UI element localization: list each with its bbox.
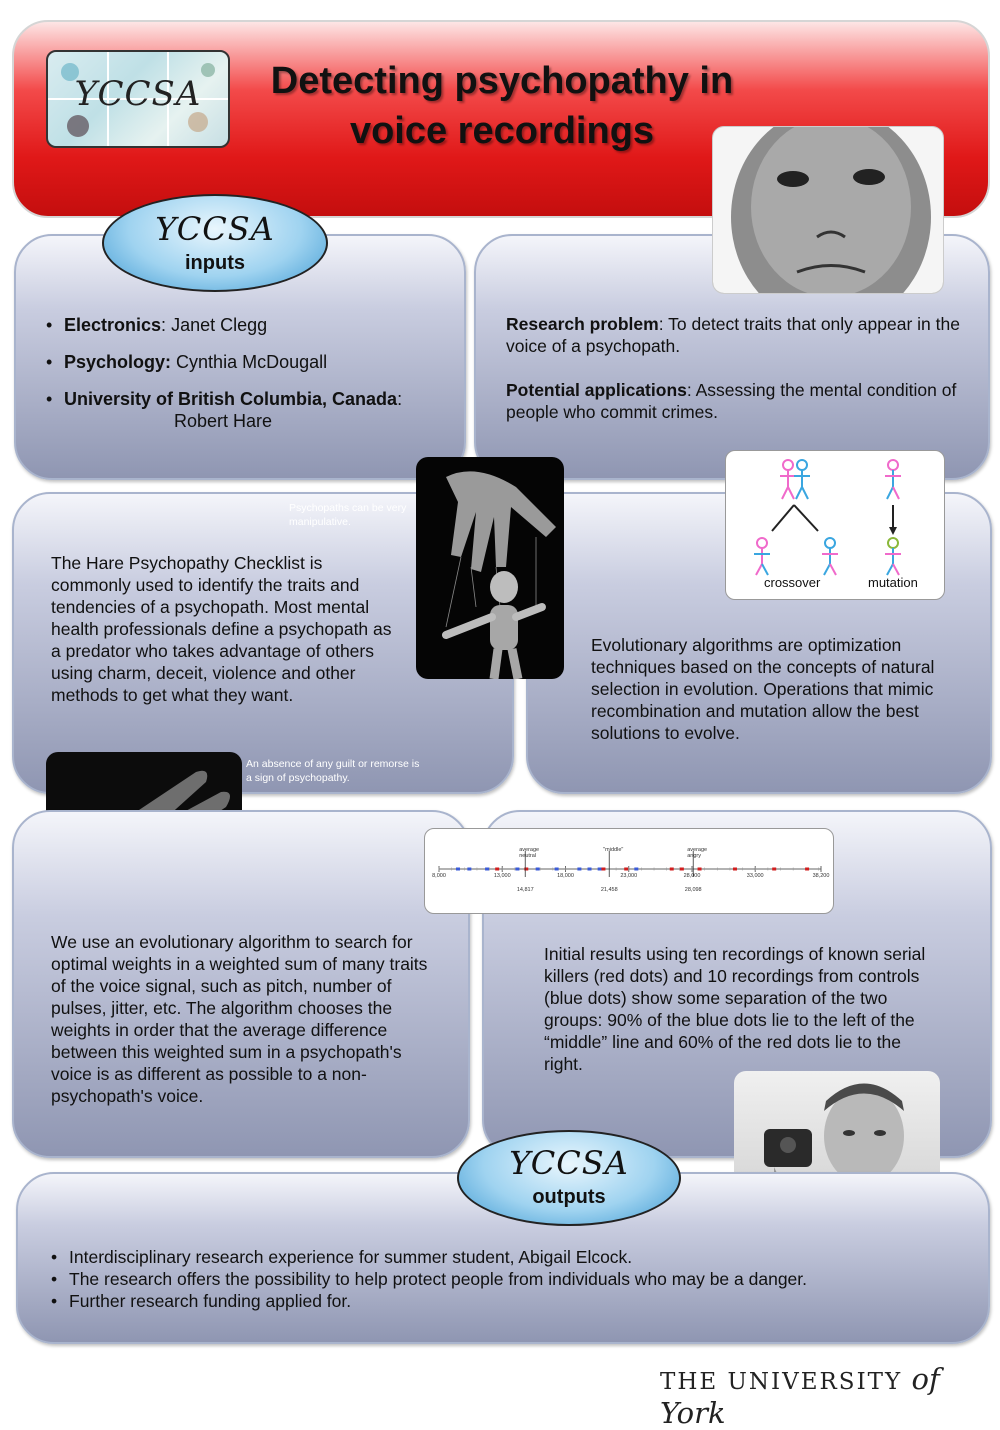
hare-text: The Hare Psychopathy Checklist is commonly used to identify the traits and tendencies of a psychopath. Most mental health professionals define a psychopath as a predator who takes advantage of others using charm, deceit, violence and other methods to get what they want.	[51, 553, 392, 705]
input-item-value: Cynthia McDougall	[176, 352, 328, 372]
marker-value-label: 28,098	[684, 887, 702, 893]
marker-label: "middle"	[603, 847, 624, 853]
outputs-list	[51, 1246, 951, 1312]
input-item-label: Psychology:	[64, 352, 172, 372]
outputs-badge	[457, 1130, 681, 1226]
puppet-photo	[416, 457, 564, 679]
input-item-label: Electronics	[64, 315, 162, 335]
blue-dot	[515, 868, 519, 871]
inputs-badge-label: inputs	[185, 252, 245, 274]
marker-value-label: 14,817	[516, 887, 534, 893]
blue-dot	[467, 868, 471, 871]
output-item: • The research offers the possibility to help protect people from individuals who may be a danger.	[51, 1268, 951, 1290]
input-item-value: Janet Clegg	[171, 315, 268, 335]
puppet-caption: Psychopaths can be very manipulative.	[289, 502, 407, 528]
inputs-badge-logo: YCCSA	[155, 210, 275, 248]
input-item-value: Robert Hare	[174, 411, 273, 431]
red-dot	[680, 868, 684, 871]
red-dot	[670, 868, 674, 871]
university-of-york-logo	[660, 1362, 1000, 1430]
face-photo	[712, 126, 944, 294]
red-dot	[733, 868, 737, 871]
research-applications	[506, 379, 966, 423]
input-item: • Psychology: Cynthia McDougall	[46, 352, 328, 372]
red-dot	[772, 868, 776, 871]
blue-dot	[456, 868, 460, 871]
red-dot	[495, 868, 499, 871]
blue-dot	[577, 868, 581, 871]
research-problem-text: : To detect traits that only appear in the voice of a psychopath.	[506, 314, 960, 356]
crossover-label: crossover	[764, 575, 821, 590]
york-prefix: THE UNIVERSITY	[660, 1369, 903, 1395]
research-apps-text: : Assessing the mental condition of people who commit crimes.	[506, 380, 957, 422]
marker-label: neutral	[519, 853, 537, 859]
red-dot	[805, 868, 809, 871]
marker-label: angry	[687, 853, 701, 859]
evolution-diagram	[725, 450, 945, 600]
outputs-badge-logo: YCCSA	[509, 1144, 629, 1182]
hands-caption: An absence of any guilt or remorse is a sign of psychopathy.	[246, 758, 420, 784]
number-line-chart	[425, 829, 833, 913]
tick-label: 38,200	[812, 873, 830, 879]
marker-label: average	[519, 847, 540, 853]
input-item: • Electronics: Janet Clegg	[46, 315, 268, 335]
tick-label: 13,000	[493, 873, 511, 879]
blue-dot	[555, 868, 559, 871]
research-problem	[506, 313, 966, 357]
output-item: • Interdisciplinary research experience for summer student, Abigail Elcock.	[51, 1246, 951, 1268]
blue-dot	[485, 868, 489, 871]
red-dot	[698, 868, 702, 871]
puppet-photo-art	[416, 457, 564, 679]
results-number-line	[424, 828, 834, 914]
marker-label: average	[687, 847, 708, 853]
research-problem-label: Research problem	[506, 314, 659, 334]
blue-dot	[634, 868, 638, 871]
evolution-text: Evolutionary algorithms are optimization techniques based on the concepts of natural selection in evolution. Operations that mimic recombination and mutation allow the best solutions to evolve.	[591, 635, 935, 743]
blue-dot	[598, 868, 602, 871]
logo-text: YCCSA	[74, 74, 202, 114]
tick-label: 18,000	[557, 873, 574, 879]
mutation-label: mutation	[868, 575, 918, 590]
yccsa-logo	[46, 50, 230, 148]
page-title	[232, 56, 772, 156]
red-dot	[624, 868, 628, 871]
title-line-2: voice recordings	[349, 110, 655, 152]
method-text: We use an evolutionary algorithm to search for optimal weights in a weighted sum of many traits of the voice signal, such as pitch, number of pulses, jitter, etc. The algorithm chooses the weights in order that the average difference between this weighted sum in a psychopath's voice is as different as possible to a non-psychopath's voice.	[51, 932, 428, 1106]
tick-label: 23,000	[620, 873, 638, 879]
results-text: Initial results using ten recordings of known serial killers (red dots) and 10 recordings from controls (blue dots) show some separation of the two groups: 90% of the blue dots lie to the left of the “middle” line and 60% of the red dots lie to the right.	[544, 944, 926, 1074]
face-photo-art	[713, 127, 943, 293]
input-item: • University of British Columbia, Canada: Robert Hare	[46, 389, 403, 431]
inputs-list	[46, 314, 446, 432]
marker-value-label: 21,458	[600, 887, 618, 893]
input-item-sep: :	[161, 315, 172, 335]
blue-dot	[588, 868, 592, 871]
input-item-sep: :	[397, 389, 403, 409]
input-item-label: University of British Columbia, Canada	[64, 389, 398, 409]
inputs-badge	[102, 194, 328, 292]
red-dot	[601, 868, 605, 871]
research-apps-label: Potential applications	[506, 380, 687, 400]
blue-dot	[536, 868, 540, 871]
outputs-badge-label: outputs	[532, 1186, 606, 1208]
tick-label: 8,000	[432, 873, 446, 879]
tick-label: 33,000	[746, 873, 764, 879]
york-suffix: of York	[660, 1362, 940, 1430]
title-line-1: Detecting psychopathy in	[270, 60, 734, 102]
tick-label: 28,000	[683, 873, 701, 879]
output-item: • Further research funding applied for.	[51, 1290, 951, 1312]
research-text	[506, 313, 966, 423]
